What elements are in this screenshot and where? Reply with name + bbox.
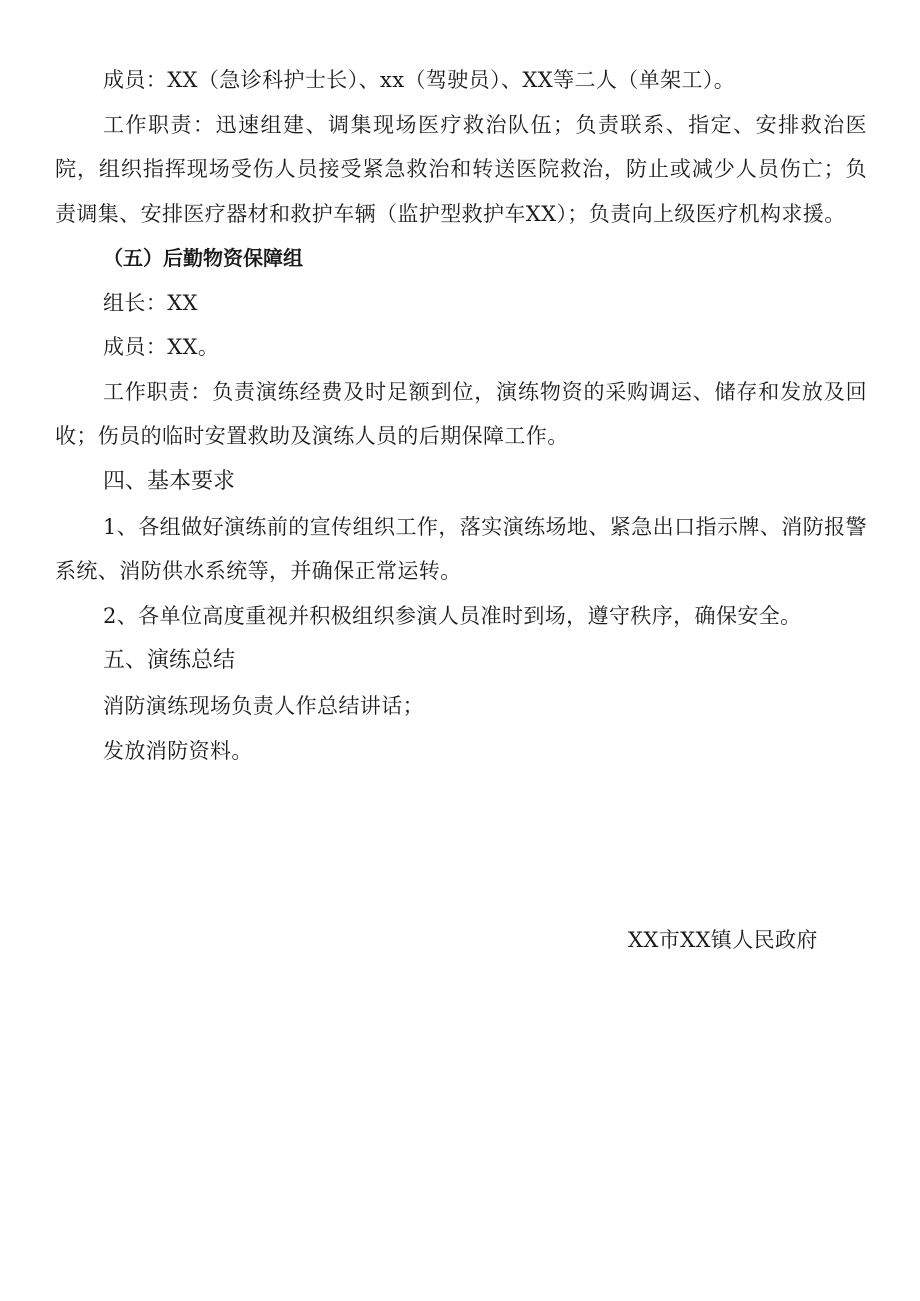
signature-issuer: XX市XX镇人民政府 [628, 928, 818, 952]
distribute-materials-paragraph: 发放消防资料。 [103, 738, 253, 763]
requirement-2-paragraph: 2、各单位高度重视并积极组织参演人员准时到场，遵守秩序，确保安全。 [103, 603, 802, 628]
section-basic-requirements-heading: 四、基本要求 [103, 468, 236, 494]
members-medical-paragraph: 成员：XX（急诊科护士长）、xx（驾驶员）、XX等二人（单架工）。 [103, 68, 736, 92]
duties-medical-paragraph: 工作职责：迅速组建、调集现场医疗救治队伍；负责联系、指定、安排救治医院，组织指挥现场受伤人员接受紧急救治和转送医院救治，防止或减少人员伤亡；负责调集、安排医疗器材和救护车辆（监护型救护车XX）；负责向上级医疗机构求援。 [55, 112, 867, 226]
logistics-members-paragraph: 成员：XX。 [103, 335, 220, 359]
summary-speech-paragraph: 消防演练现场负责人作总结讲话； [103, 694, 424, 718]
requirement-1-paragraph: 1、各组做好演练前的宣传组织工作，落实演练场地、紧急出口指示牌、消防报警系统、消防供水系统等，并确保正常运转。 [55, 514, 867, 583]
duties-logistics-paragraph: 工作职责：负责演练经费及时足额到位，演练物资的采购调运、储存和发放及回收；伤员的临时安置救助及演练人员的后期保障工作。 [55, 379, 867, 448]
document-body [55, 58, 867, 773]
logistics-group-heading: （五）后勤物资保障组 [103, 246, 303, 270]
section-drill-summary-heading: 五、演练总结 [103, 648, 236, 673]
logistics-leader-paragraph: 组长：XX [103, 290, 198, 315]
